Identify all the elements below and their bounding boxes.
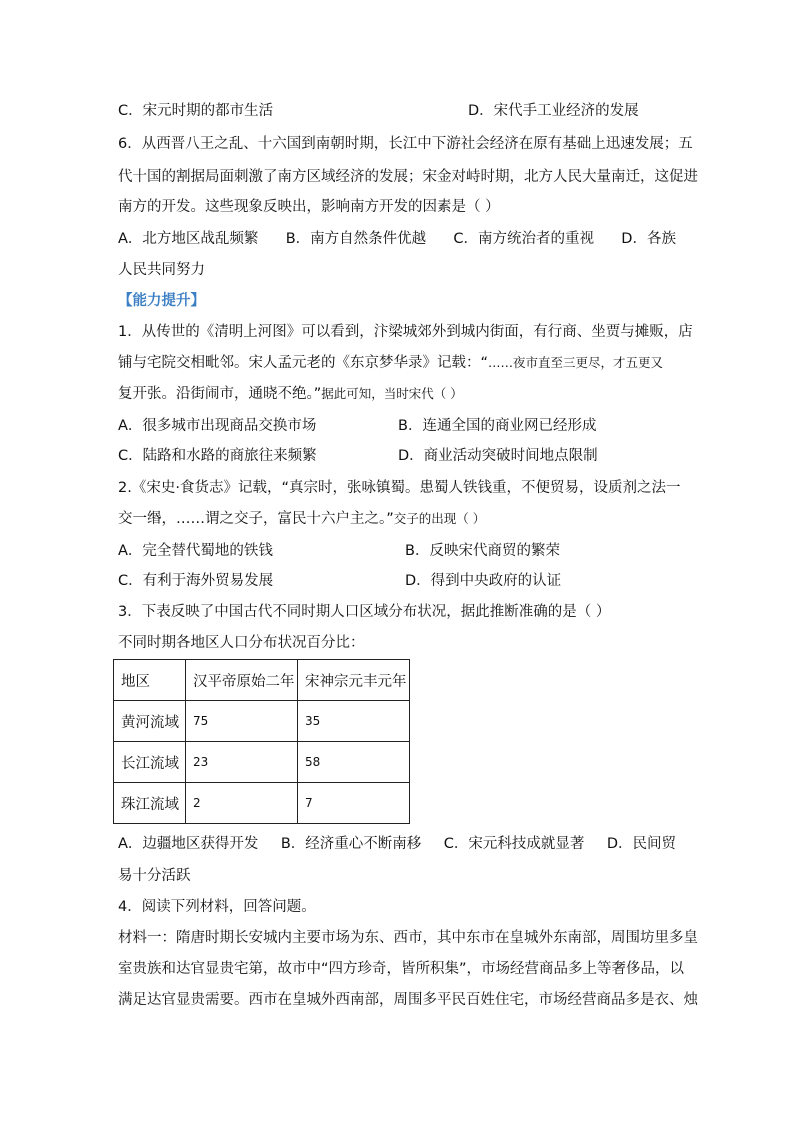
- q6-option-a: A．北方地区战乱频繁: [118, 231, 259, 247]
- q6-options-row: [118, 229, 676, 249]
- q1-option-a: A．很多城市出现商品交换市场: [118, 418, 317, 434]
- table-header-cell: 汉平帝原始二年: [186, 660, 298, 701]
- q3-option-d-continued: 易十分活跃: [118, 868, 191, 884]
- q2-stem-line-2-text: 交一缗，……谓之交子，富民十六户主之。”: [118, 511, 394, 527]
- table-cell-value: 35: [298, 701, 410, 742]
- q3-table-caption: 不同时期各地区人口分布状况百分比：: [118, 635, 365, 651]
- table-row: [114, 783, 410, 824]
- q1-option-d: D．商业活动突破时间地点限制: [398, 448, 598, 464]
- q1-quote-text: ……夜市直至三更尽，才五更又: [488, 355, 664, 370]
- q6-stem-line-1: 6．从西晋八王之乱、十六国到南朝时期，长江中下游社会经济在原有基础上迅速发展；五: [118, 136, 693, 152]
- q3-option-b: B．经济重心不断南移: [280, 836, 422, 852]
- q2-question-text: 交子的出现（ ）: [393, 511, 486, 526]
- q4-material-line-1: 材料一：隋唐时期长安城内主要市场为东、西市，其中东市在皇城外东南部，周围坊里多皇: [118, 930, 698, 946]
- table-cell-region: 长江流域: [114, 742, 186, 783]
- q3-option-c: C．宋元科技成就显著: [443, 836, 585, 852]
- q1-stem-line-1: 1．从传世的《清明上河图》可以看到，汴梁城郊外到城内街面，有行商、坐贾与摊贩，店: [118, 324, 693, 340]
- table-cell-value: 23: [186, 742, 298, 783]
- q1-stem-line-2-text: 铺与宅院交相毗邻。宋人孟元老的《东京梦华录》记载：“: [118, 355, 489, 371]
- q1-option-c: C．陆路和水路的商旅往来频繁: [118, 448, 317, 464]
- q2-option-a: A．完全替代蜀地的铁钱: [118, 543, 273, 559]
- q5-option-d: D．宋代手工业经济的发展: [468, 103, 639, 119]
- q4-material-line-2: 室贵族和达官显贵宅第，故市中“四方珍奇，皆所积集”，市场经营商品多上等奢侈品，以: [118, 961, 685, 977]
- table-cell-value: 75: [186, 701, 298, 742]
- q2-stem-line-1: 2.《宋史·食货志》记载，“真宗时，张咏镇蜀。患蜀人铁钱重，不便贸易，设质剂之法一: [118, 480, 681, 496]
- q2-option-b: B．反映宋代商贸的繁荣: [405, 543, 560, 559]
- q1-stem-line-2: [118, 353, 663, 373]
- table-cell-region: 黄河流域: [114, 701, 186, 742]
- q3-option-a: A．边疆地区获得开发: [118, 836, 259, 852]
- q3-option-d: D．民间贸: [606, 836, 676, 852]
- q6-option-b: B．南方自然条件优越: [285, 231, 427, 247]
- section-heading: 【能力提升】: [118, 293, 205, 309]
- q1-option-b: B．连通全国的商业网已经形成: [398, 418, 597, 434]
- q6-stem-line-2: 代十国的割据局面刺激了南方区域经济的发展；宋金对峙时期，北方人民大量南迁，这促进: [118, 169, 698, 185]
- table-cell-value: 2: [186, 783, 298, 824]
- table-cell-region: 珠江流域: [114, 783, 186, 824]
- table-row: [114, 701, 410, 742]
- q6-option-c: C．南方统治者的重视: [453, 231, 595, 247]
- q2-option-c: C．有利于海外贸易发展: [118, 573, 274, 589]
- table-header-row: [114, 660, 410, 701]
- q1-stem-line-3-text: 复开张。沿街闹市，通晓不绝。”: [118, 386, 322, 402]
- q6-option-d-continued: 人民共同努力: [118, 262, 205, 278]
- q1-stem-line-3: [118, 384, 463, 404]
- q3-options-row: [118, 834, 676, 854]
- q4-material-line-3: 满足达官显贵需要。西市在皇城外西南部，周围多平民百姓住宅，市场经营商品多是衣、烛: [118, 992, 698, 1008]
- q6-stem-line-3: 南方的开发。这些现象反映出，影响南方开发的因素是（ ）: [118, 199, 500, 215]
- q2-option-d: D．得到中央政府的认证: [405, 573, 562, 589]
- table-header-cell: 地区: [114, 660, 186, 701]
- table-cell-value: 58: [298, 742, 410, 783]
- table-cell-value: 7: [298, 783, 410, 824]
- q5-option-c: C．宋元时期的都市生活: [118, 103, 274, 119]
- q6-option-d: D．各族: [621, 231, 676, 247]
- q1-question-text: 据此可知，当时宋代（ ）: [321, 386, 463, 401]
- population-table: [113, 659, 410, 824]
- q3-stem: 3．下表反映了中国古代不同时期人口区域分布状况，据此推断准确的是（ ）: [118, 604, 611, 620]
- table-row: [114, 742, 410, 783]
- q2-stem-line-2: [118, 509, 485, 529]
- table-header-cell: 宋神宗元丰元年: [298, 660, 410, 701]
- q4-stem: 4．阅读下列材料，回答问题。: [118, 899, 316, 915]
